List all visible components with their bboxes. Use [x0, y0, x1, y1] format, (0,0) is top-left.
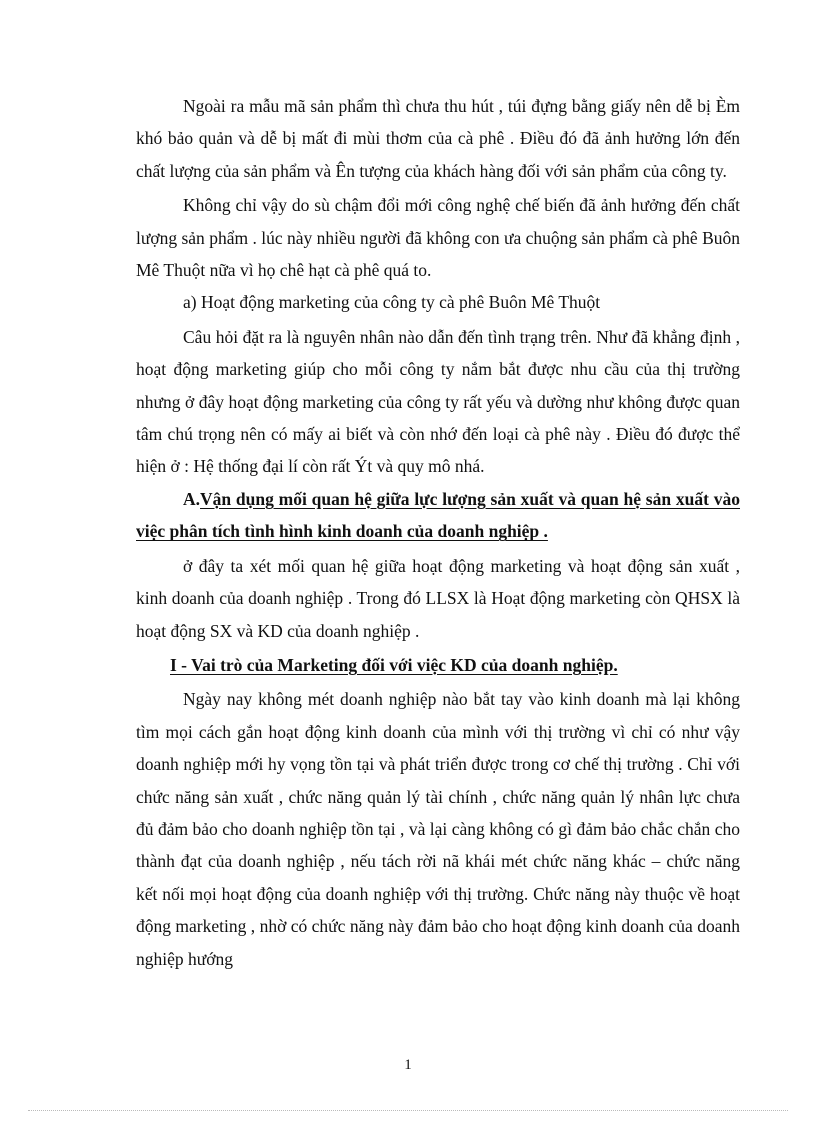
footer-divider [28, 1110, 788, 1111]
paragraph-role-of-marketing: Ngày nay không mét doanh nghiệp nào bắt tay vào kinh doanh mà lại không tìm mọi cách gắn hoạt động kinh doanh của mình với thị trường vì chỉ có như vậy doanh nghiệp mới hy vọng tồn tại và phát triển được trong cơ chế thị trường . Chỉ với chức năng sản xuất , chức năng quản lý tài chính , chức năng quản lý nhân lực chưa đủ đảm bảo cho doanh nghiệp tồn tại , và lại càng không có gì đảm bảo chắc chắn cho thành đạt của doanh nghiệp , nếu tách rời nã khái mét chức năng khác – chức năng kết nối mọi hoạt động của doanh nghiệp với thị trường. Chức năng này thuộc về hoạt động marketing , nhờ có chức năng này đảm bảo cho hoạt động kinh doanh của doanh nghiệp hướng [136, 689, 740, 969]
section-heading-a-prefix: A. [183, 488, 201, 509]
page-number: 1 [404, 1057, 412, 1073]
section-heading-a [136, 483, 740, 548]
paragraph-relationship: ở đây ta xét mối quan hệ giữa hoạt động marketing và hoạt động sản xuất , kinh doanh của doanh nghiệp . Trong đó LLSX là Hoạt động marketing còn QHSX là hoạt động SX và KD của doanh nghiệp . [136, 555, 740, 641]
subheading-marketing-activity: a) Hoạt động marketing của công ty cà phê Buôn Mê Thuột [183, 292, 601, 313]
section-heading-a-text: Vận dụng mối quan hệ giữa lực lượng sản xuất và quan hệ sản xuất vào việc phân tích tình hình kinh doanh của doanh nghiệp . [136, 488, 740, 542]
section-heading-i: I - Vai trò của Marketing đối với việc KD của doanh nghiệp. [170, 654, 618, 675]
paragraph-causes: Câu hỏi đặt ra là nguyên nhân nào dẫn đến tình trạng trên. Như đã khẳng định , hoạt động marketing giúp cho mỗi công ty nắm bắt được nhu cầu của thị trường nhưng ở đây hoạt động marketing của công ty rất yếu và dường như không được quan tâm chú trọng nên có mấy ai biết và còn nhớ đến loại cà phê này . Điều đó được thể hiện ở : Hệ thống đại lí còn rất Ýt và quy mô nhá. [136, 326, 740, 477]
paragraph-packaging: Ngoài ra mẫu mã sản phẩm thì chưa thu hút , túi đựng bằng giấy nên dễ bị Èm khó bảo quản và dễ bị mất đi mùi thơm của cà phê . Điều đó đã ảnh hưởng lớn đến chất lượng của sản phẩm và Ên tượng của khách hàng đối với sản phẩm của công ty. [136, 96, 740, 181]
document-body [136, 90, 740, 975]
paragraph-technology: Không chỉ vậy do sù chậm đổi mới công nghệ chế biến đã ảnh hưởng đến chất lượng sản phẩm . lúc này nhiều người đã không con ưa chuộng sản phẩm cà phê Buôn Mê Thuột nữa vì họ chê hạt cà phê quá to. [136, 195, 740, 281]
